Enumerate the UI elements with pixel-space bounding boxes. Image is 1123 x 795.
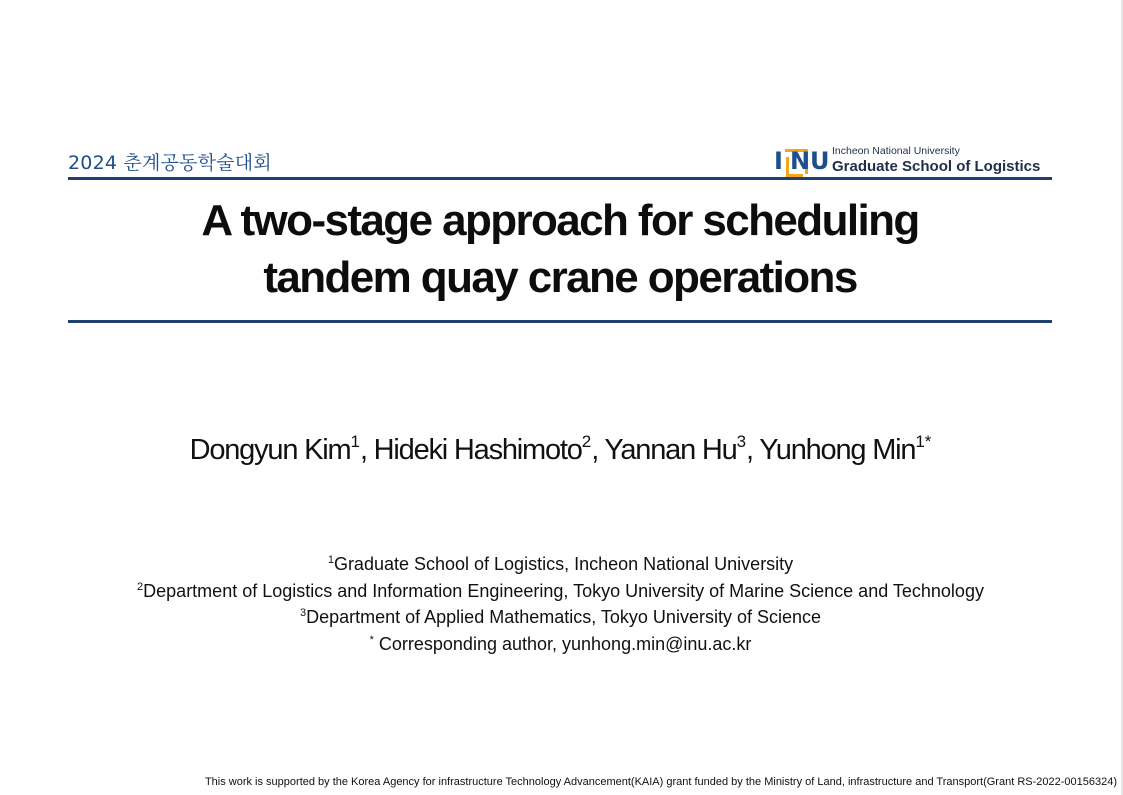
conference-name: 2024 춘계공동학술대회 (68, 152, 272, 174)
author-affiliation-marker: 2 (581, 432, 592, 451)
author-affiliation-marker: 1 (350, 432, 360, 451)
affiliation-marker: 2 (137, 580, 144, 593)
affiliation-item (0, 629, 1121, 656)
logo-letter-i: I (774, 147, 783, 175)
affiliation-list (0, 549, 1121, 655)
affiliation-item (0, 549, 1121, 576)
author-separator: , (359, 434, 374, 466)
author-affiliation-marker: 1* (915, 432, 932, 451)
logo-letter-n: N (790, 147, 811, 175)
university-logo (770, 143, 1055, 177)
logo-letter-u: U (810, 147, 830, 175)
author-separator: , (746, 434, 760, 466)
affiliation-text: Department of Logistics and Information Engineering, Tokyo University of Marine Science and Technology (143, 580, 984, 601)
affiliation-text: Department of Applied Mathematics, Tokyo University of Science (306, 607, 822, 627)
affiliation-text: Graduate School of Logistics, Incheon National University (333, 554, 794, 574)
logo-school-name: Graduate School of Logistics (832, 157, 1041, 175)
affiliation-marker: 3 (299, 607, 307, 619)
author-list (0, 432, 1121, 467)
logo-university-name: Incheon National University (832, 145, 960, 157)
funding-footnote: This work is supported by the Korea Agency for infrastructure Technology Advancement(KAIA) grant funded by the Ministry of Land, infrastructure and Transport(Grant RS-2022-00156324) (204, 776, 1117, 788)
affiliation-text: Corresponding author, yunhong.min@inu.ac.kr (373, 633, 752, 654)
affiliation-marker: 1 (327, 554, 334, 566)
title-line-2: tandem quay crane operations (263, 253, 857, 302)
header-divider (68, 177, 1052, 180)
title-line-1: A two-stage approach for scheduling (201, 196, 919, 245)
author-name: Hideki Hashimoto (373, 434, 582, 466)
logo-text (832, 146, 1040, 174)
author-separator: , (591, 434, 605, 466)
inu-logo-mark (772, 147, 828, 175)
affiliation-item (0, 576, 1121, 603)
paper-title (68, 192, 1052, 306)
author-name: Dongyun Kim (189, 434, 351, 466)
author-name: Yunhong Min (759, 434, 916, 466)
title-divider (68, 320, 1052, 323)
author-name: Yannan Hu (604, 434, 737, 466)
author-affiliation-marker: 3 (736, 432, 747, 451)
affiliation-marker: * (369, 633, 374, 646)
affiliation-item (0, 602, 1121, 629)
